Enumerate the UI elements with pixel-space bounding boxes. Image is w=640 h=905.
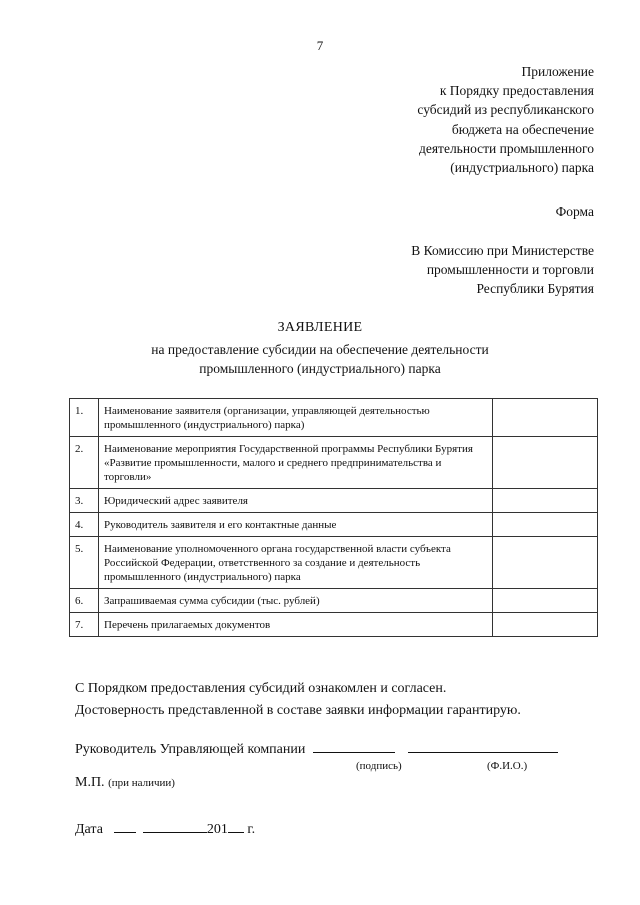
date-label: Дата <box>75 822 103 837</box>
year-line[interactable] <box>228 818 244 833</box>
addressee-block <box>411 241 594 299</box>
signature-row <box>75 738 558 758</box>
name-line[interactable] <box>408 738 558 753</box>
row-value-field[interactable] <box>493 589 598 613</box>
form-label: Форма <box>555 204 594 219</box>
table-row <box>70 399 598 437</box>
addressee-line: промышленности и торговли <box>426 262 594 278</box>
page-number: 7 <box>316 38 324 53</box>
stamp-row <box>75 775 175 791</box>
row-label: Запрашиваемая сумма субсидии (тыс. рублей) <box>99 589 493 613</box>
month-line[interactable] <box>143 818 207 833</box>
row-number: 5. <box>70 537 99 589</box>
appendix-line: субсидий из республиканского <box>417 102 594 118</box>
document-title: ЗАЯВЛЕНИЕ <box>277 320 363 335</box>
row-value-field[interactable] <box>493 537 598 589</box>
date-row <box>75 818 255 838</box>
application-table <box>69 398 598 637</box>
addressee-line: В Комиссию при Министерстве <box>411 243 594 258</box>
consent-statement: С Порядком предоставления субсидий ознакомлен и согласен. <box>75 681 447 696</box>
row-number: 7. <box>70 613 99 637</box>
signature-line[interactable] <box>313 738 395 753</box>
row-value-field[interactable] <box>493 399 598 437</box>
day-line[interactable] <box>114 818 136 833</box>
row-label: Юридический адрес заявителя <box>99 489 493 513</box>
stamp-note: (при наличии) <box>108 777 175 789</box>
row-value-field[interactable] <box>493 513 598 537</box>
row-value-field[interactable] <box>493 489 598 513</box>
name-caption: (Ф.И.О.) <box>487 760 528 772</box>
subtitle-line: на предоставление субсидии на обеспечение деятельности <box>151 342 489 357</box>
table-row <box>70 613 598 637</box>
signature-label: Руководитель Управляющей компании <box>75 742 306 757</box>
year-suffix: г. <box>247 822 256 837</box>
row-number: 6. <box>70 589 99 613</box>
row-value-field[interactable] <box>493 437 598 489</box>
row-label: Перечень прилагаемых документов <box>99 613 493 637</box>
table-row <box>70 537 598 589</box>
document-subtitle <box>0 340 640 378</box>
appendix-line: деятельности промышленного <box>418 140 594 156</box>
row-number: 1. <box>70 399 99 437</box>
stamp-label: М.П. <box>75 775 105 790</box>
appendix-line: бюджета на обеспечение <box>451 121 594 137</box>
row-number: 2. <box>70 437 99 489</box>
table-row <box>70 489 598 513</box>
row-label: Наименование мероприятия Государственной программы Республики Бурятия «Развитие промышленности, малого и среднего предпринимательства и торговли» <box>99 437 493 489</box>
row-label: Руководитель заявителя и его контактные данные <box>99 513 493 537</box>
addressee-line: Республики Бурятия <box>476 281 594 297</box>
row-label: Наименование уполномоченного органа государственной власти субъекта Российской Федерации, ответственного за создание и деятельность промышленного (индустриального) парка <box>99 537 493 589</box>
row-number: 3. <box>70 489 99 513</box>
appendix-line: Приложение <box>521 64 594 79</box>
appendix-line: (индустриального) парка <box>450 160 594 176</box>
table-row <box>70 437 598 489</box>
table-row <box>70 513 598 537</box>
guarantee-statement: Достоверность представленной в составе заявки информации гарантирую. <box>75 703 521 718</box>
table-row <box>70 589 598 613</box>
appendix-line: к Порядку предоставления <box>439 83 594 99</box>
row-value-field[interactable] <box>493 613 598 637</box>
signature-caption: (подпись) <box>356 760 402 772</box>
row-number: 4. <box>70 513 99 537</box>
subtitle-line: промышленного (индустриального) парка <box>199 361 441 376</box>
row-label: Наименование заявителя (организации, управляющей деятельностью промышленного (индустриального) парка) <box>99 399 493 437</box>
appendix-header <box>417 62 594 177</box>
year-prefix: 201 <box>206 822 228 837</box>
